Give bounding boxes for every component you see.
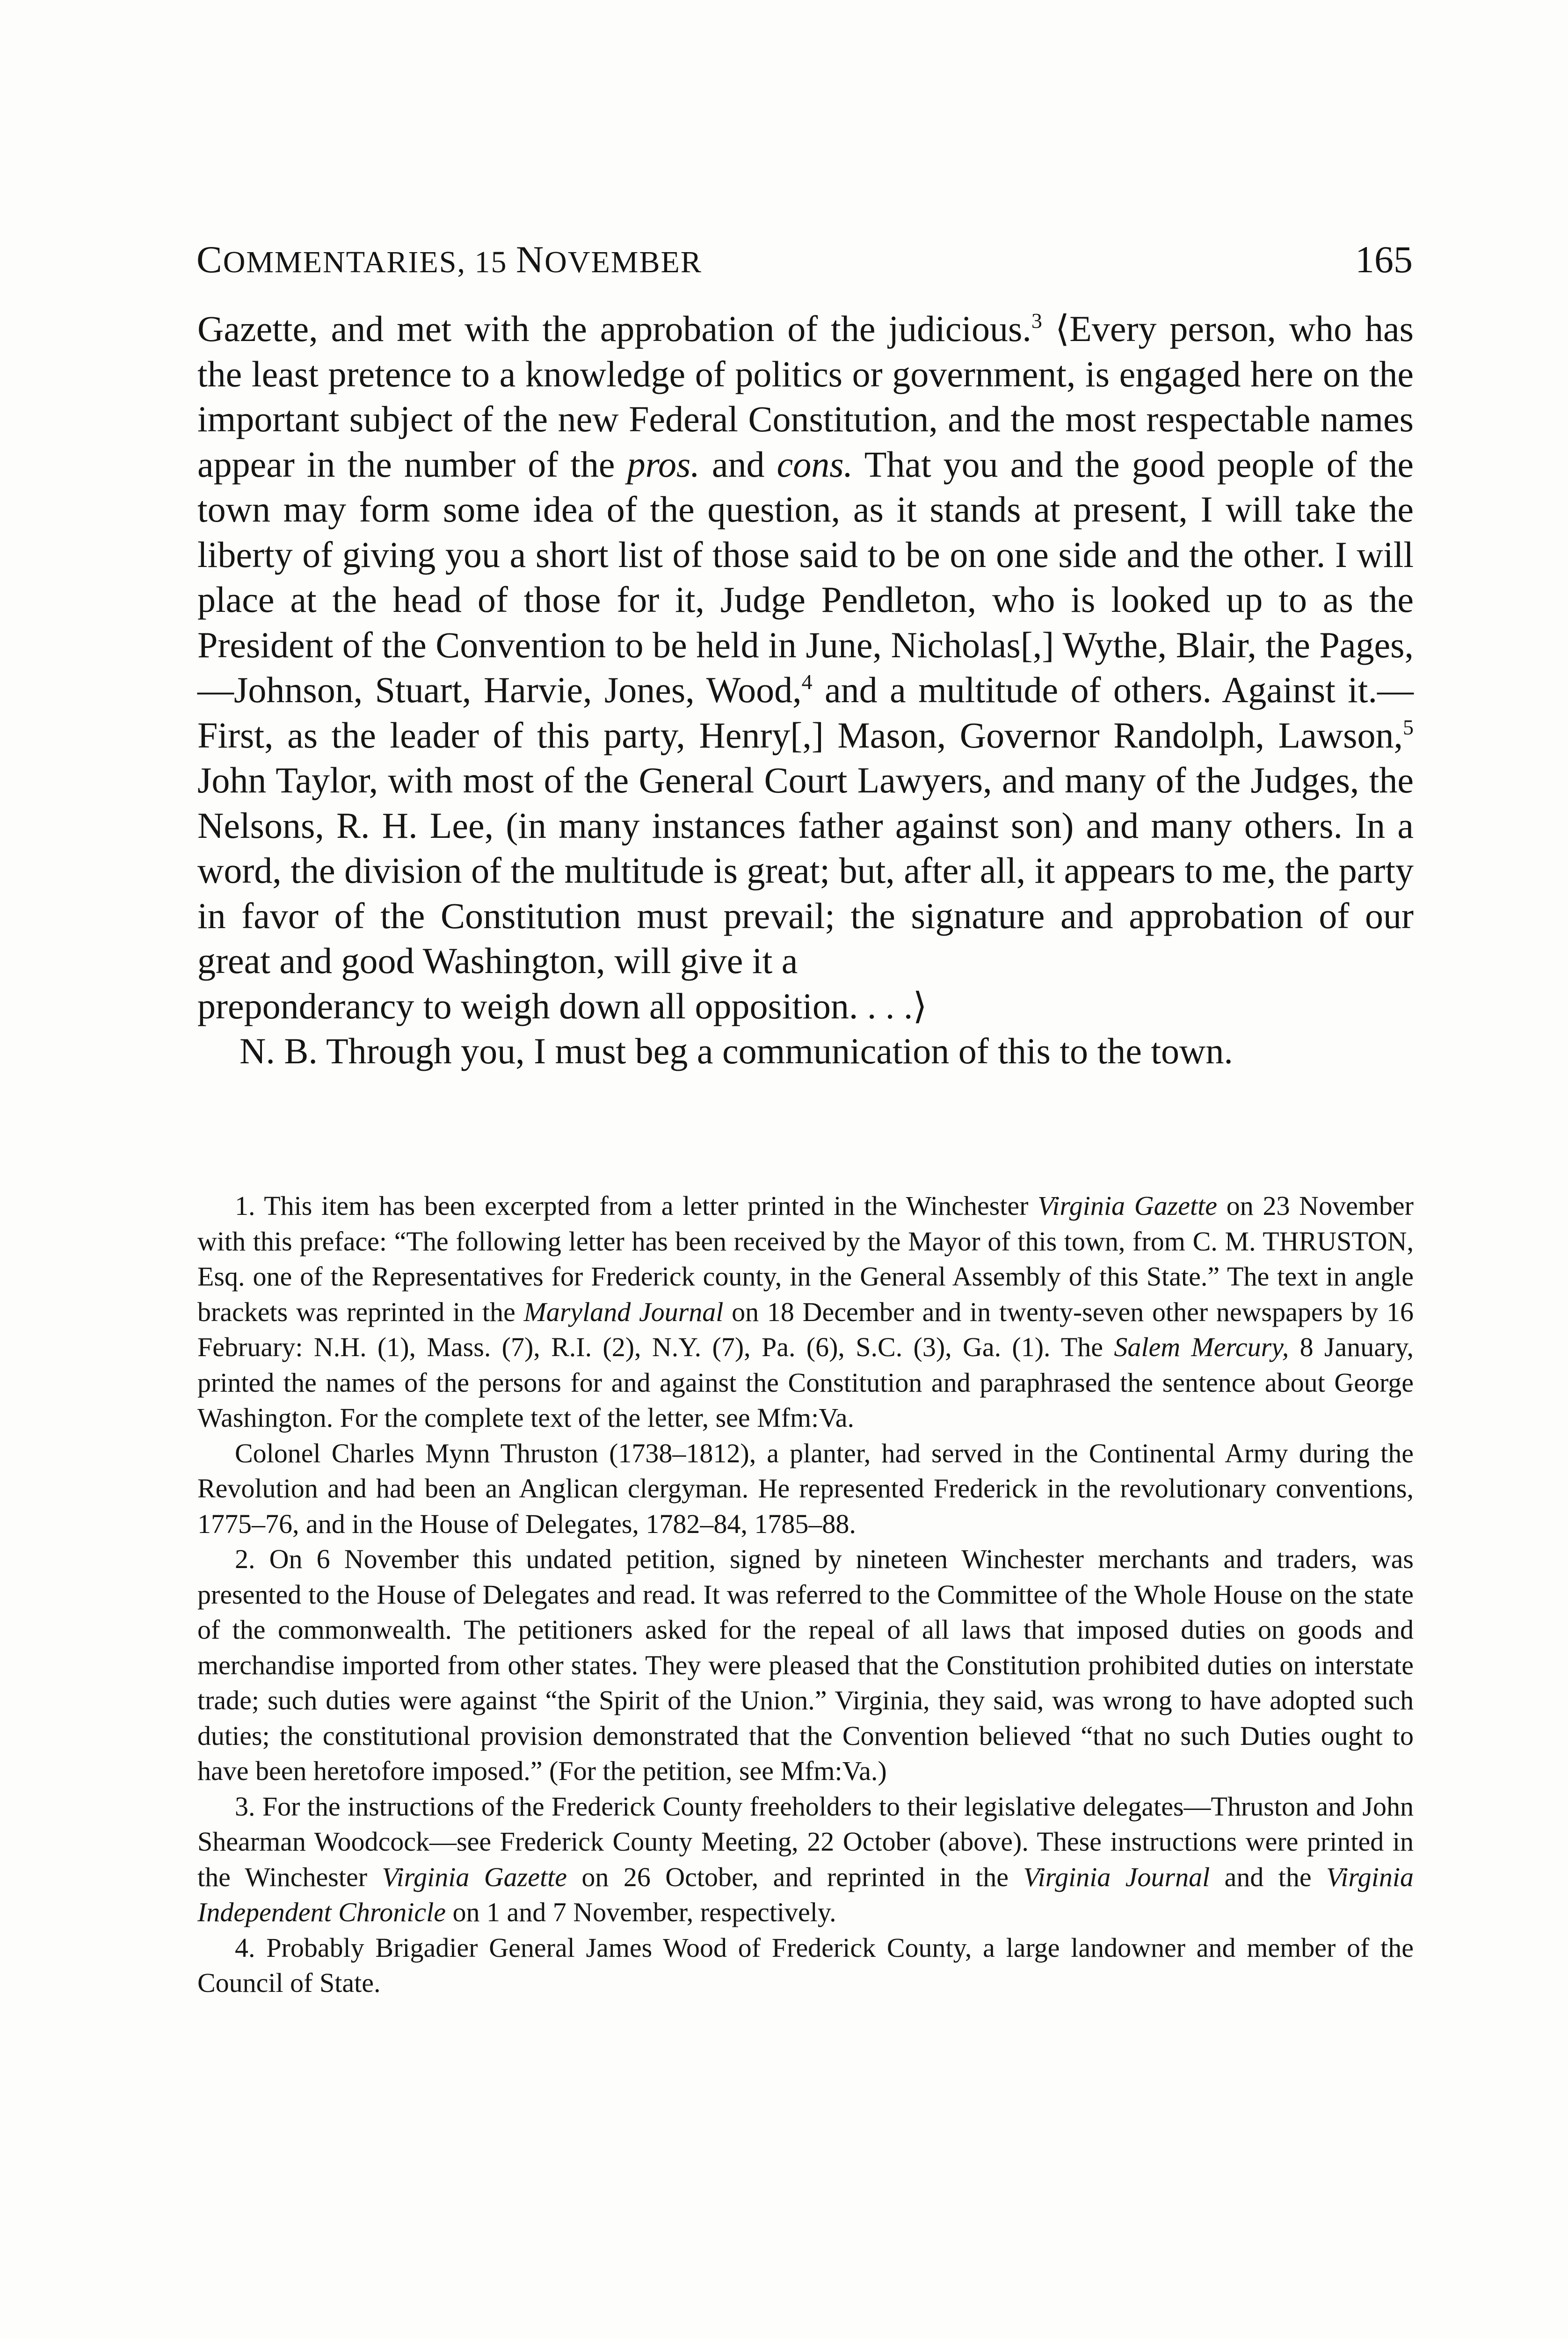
note-1-continued: Colonel Charles Mynn Thruston (1738–1812), a planter, had served in the Continental Army during the Revolution and had been an Anglican clergyman. He represented Frederick in the revolutionary conventions, 1775–76, and in the House of Delegates, 1782–84, 1785–88. [197,1438,1414,1539]
running-head-part-2: OVEMBER [544,245,702,279]
body-text-run: ⟨Every person, who has the least pretence to a knowledge of politics or government, is engaged here on the important subject of the new Federal Constitution, and the most respectable names appear in the number of the [197,308,1414,485]
page-header [196,234,1413,285]
body-text-run: John Taylor, with most of the General Court Lawyers, and many of the Judges, the Nelsons, R. H. Lee, (in many instances father against son) and many others. In a word, the division of the multitude is great; but, after all, it appears to me, the party in favor of the Constitution must prevail; the signature and approbation of our great and good Washington, will give it a [197,760,1414,981]
running-head-part-1: OMMENTARIES [223,245,457,279]
note-italic: Virginia Journal [1023,1861,1210,1892]
nota-bene: N. B. Through you, I must beg a communication of this to the town. [240,1031,1233,1071]
note-italic: Salem Mercury, [1114,1332,1289,1362]
running-head-initial-1: C [196,238,223,281]
body-text-run: Gazette, and met with the approbation of the judicious. [197,308,1031,349]
body-paragraph-end: preponderancy to weigh down all opposition. . . .⟩ [197,985,927,1026]
note-text: on 26 October, and reprinted in the [566,1861,1024,1892]
note-text: on 18 December and in twenty-seven other newspapers by 16 February: N.H. (1), Mass. (7), R.I. (2), N.Y. (7), Pa. (6), S.C. (3), Ga. (1). The [197,1296,1414,1362]
body-italic: cons. [777,443,853,485]
note-italic: Virginia Independent Chronicle [197,1861,1414,1927]
note-italic: Maryland Journal [523,1296,724,1327]
body-text-run: and a multitude of others. Against it.—First, as the leader of this party, Henry[,] Mason, Governor Randolph, Lawson, [197,669,1414,755]
note-2: 2. On 6 November this undated petition, signed by nineteen Winchester merchants and traders, was presented to the House of Delegates and read. It was referred to the Committee of the Whole House on the state of the commonwealth. The petitioners asked for the repeal of all laws that imposed duties on goods and merchandise imported from other states. They were pleased that the Constitution prohibited duties on interstate trade; such duties were against “the Spirit of the Union.” Virginia, they said, was wrong to have adopted such duties; the constitutional provision demonstrated that the Convention believed “that no such Duties ought to have been heretofore imposed.” (For the petition, see Mfm:Va.) [197,1544,1414,1786]
running-head-date: , 15 [457,245,516,279]
footnote-ref-3: 3 [1031,309,1042,333]
note-text: 1. This item has been excerpted from a letter printed in the Winchester [235,1191,1038,1221]
note-3 [197,1789,1414,1930]
endnotes [197,1188,1414,2001]
note-text: and the [1210,1861,1327,1892]
footnote-ref-5: 5 [1403,715,1414,739]
note-italic: Virginia Gazette [382,1861,567,1892]
note-4: 4. Probably Brigadier General James Wood of Frederick County, a large landowner and member of the Council of State. [197,1932,1414,1998]
body-italic: pros. [627,443,700,485]
body-text-run: and [699,443,777,485]
running-head-initial-2: N [515,238,545,281]
note-text: on 1 and 7 November, respectively. [445,1897,836,1927]
note-text: 3. For the instructions of the Frederick County freeholders to their legislative delegates—Thruston and John Shearman Woodcock—see Frederick County Meeting, 22 October (above). These instructions were printed in the Winchester [197,1791,1414,1892]
running-head [196,234,702,288]
body-paragraph [197,306,1414,984]
note-text: on 23 November with this preface: “The following letter has been received by the Mayor of this town, from C. M. THRUSTON, Esq. one of the Representatives for Frederick county, in the General Assembly of this State.” The text in angle brackets was reprinted in the [197,1191,1414,1327]
body-text-run: That you and the good people of the town may form some idea of the question, as it stands at present, I will take the liberty of giving you a short list of those said to be on one side and the other. I will place at the head of those for it, Judge Pendleton, who is looked up to as the President of the Convention to be held in June, Nicholas[,] Wythe, Blair, the Pages,—Johnson, Stuart, Harvie, Jones, Wood, [197,443,1414,710]
body-text [197,306,1414,1074]
note-text: 8 January, printed the names of the persons for and against the Constitution and paraphrased the sentence about George Washington. For the complete text of the letter, see Mfm:Va. [197,1332,1414,1433]
footnote-ref-4: 4 [801,670,813,694]
note-italic: Virginia Gazette [1038,1191,1217,1221]
note-1 [197,1188,1414,1436]
page-number: 165 [1355,238,1413,281]
